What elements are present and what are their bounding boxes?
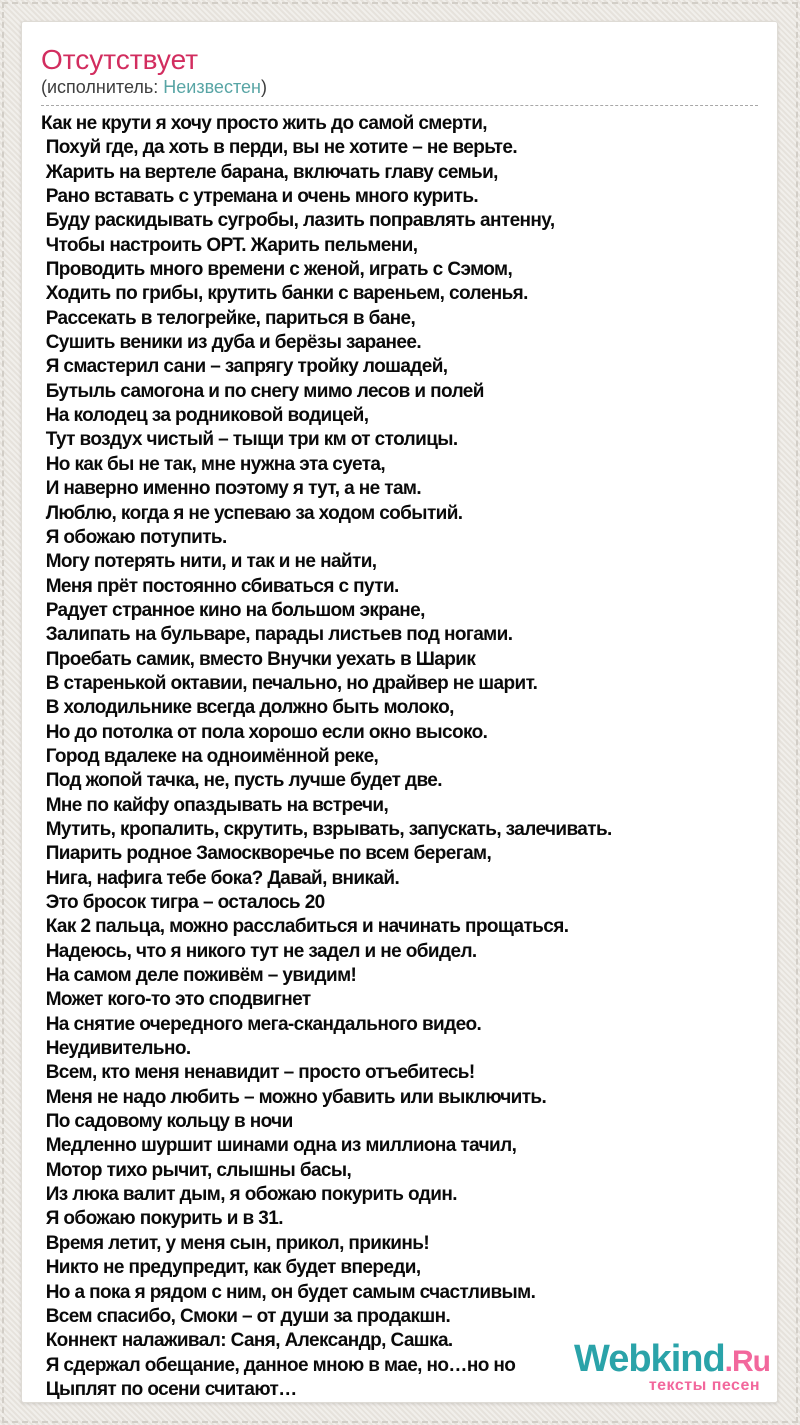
lyric-line: Неудивительно. <box>41 1038 191 1060</box>
lyric-line: Могу потерять нити, и так и не найти, <box>41 551 377 573</box>
lyric-line: Сушить веники из дуба и берёзы заранее. <box>41 332 422 354</box>
lyric-line: Всем спасибо, Смоки – от души за продакшн. <box>41 1305 451 1327</box>
lyric-line: На колодец за родниковой водицей, <box>41 405 369 427</box>
lyric-line: Ходить по грибы, крутить банки с вареньем, соленья. <box>41 283 528 305</box>
lyric-line: Я обожаю потупить. <box>41 526 227 548</box>
lyric-line: По садовому кольцу в ночи <box>41 1111 293 1133</box>
lyric-line: Рассекать в телогрейке, париться в бане, <box>41 307 416 329</box>
lyric-line: Чтобы настроить ОРТ. Жарить пельмени, <box>41 234 418 256</box>
lyric-line: Радует странное кино на большом экране, <box>41 599 425 621</box>
content-card <box>21 21 778 1403</box>
lyric-line: Рано вставать с утремана и очень много курить. <box>41 186 479 208</box>
lyric-line: Как не крути я хочу просто жить до самой смерти, <box>41 113 487 134</box>
performer-link[interactable]: Неизвестен <box>163 77 261 97</box>
performer-prefix: (исполнитель: <box>41 77 164 97</box>
lyric-line: Бутыль самогона и по снегу мимо лесов и полей <box>41 380 484 402</box>
lyric-line: Как 2 пальца, можно расслабиться и начинать прощаться. <box>41 916 569 938</box>
performer-line <box>41 77 758 106</box>
lyric-line: И наверно именно поэтому я тут, а не там. <box>41 478 422 500</box>
lyric-line: Никто не предупредит, как будет впереди, <box>41 1257 421 1279</box>
lyric-line: Проебать самик, вместо Внучки уехать в Шарик <box>41 648 476 670</box>
logo-tagline: тексты песен <box>648 1377 760 1394</box>
lyric-line: Пиарить родное Замоскворечье по всем берегам, <box>41 843 492 865</box>
lyric-line: На самом деле поживём – увидим! <box>41 965 357 987</box>
lyric-line: Цыплят по осени считают… <box>41 1378 297 1400</box>
lyric-line: Тут воздух чистый – тыщи три км от столицы. <box>41 429 458 451</box>
lyric-line: Надеюсь, что я никого тут не задел и не обидел. <box>41 940 477 962</box>
lyric-line: Мне по кайфу опаздывать на встречи, <box>41 794 389 816</box>
logo-brand-teal: Webkind <box>574 1338 725 1380</box>
webkind-logo[interactable] <box>574 1340 770 1394</box>
lyric-line: Жарить на вертеле барана, включать главу семьи, <box>41 161 498 183</box>
lyric-line: Но как бы не так, мне нужна эта суета, <box>41 453 386 475</box>
lyric-line: Я смастерил сани – запрягу тройку лошадей, <box>41 356 448 378</box>
lyric-line: Может кого-то это сподвигнет <box>41 989 311 1011</box>
logo-brand-pink: .Ru <box>724 1345 770 1378</box>
lyric-line: На снятие очередного мега-скандального видео. <box>41 1013 482 1035</box>
lyric-line: Меня прёт постоянно сбиваться с пути. <box>41 575 399 597</box>
lyric-line: Но а пока я рядом с ним, он будет самым счастливым. <box>41 1281 536 1303</box>
lyric-line: Это бросок тигра – осталось 20 <box>41 892 325 913</box>
lyric-line: Буду раскидывать сугробы, лазить поправлять антенну, <box>41 210 555 232</box>
lyric-line: Я обожаю покурить и в 31. <box>41 1208 283 1230</box>
lyric-line: Мотор тихо рычит, слышны басы, <box>41 1159 352 1181</box>
lyric-line: Проводить много времени с женой, играть с Сэмом, <box>41 259 513 281</box>
lyric-line: Меня не надо любить – можно убавить или выключить. <box>41 1086 547 1108</box>
page-title: Отсутствует <box>41 44 199 75</box>
lyric-line: Люблю, когда я не успеваю за ходом событий. <box>41 502 463 524</box>
lyric-line: Из люка валит дым, я обожаю покурить один. <box>41 1184 457 1206</box>
lyric-line: В старенькой октавии, печально, но драйвер не шарит. <box>41 672 538 694</box>
lyric-line: Залипать на бульваре, парады листьев под ногами. <box>41 624 513 646</box>
lyric-line: Коннект налаживал: Саня, Александр, Сашка. <box>41 1330 453 1352</box>
lyric-line: Под жопой тачка, не, пусть лучше будет две. <box>41 770 442 792</box>
lyric-line: Город вдалеке на одноимённой реке, <box>41 745 379 767</box>
webkind-logo-wordmark <box>574 1340 770 1378</box>
lyrics-text <box>41 112 758 1402</box>
performer-suffix: ) <box>260 77 267 97</box>
lyric-line: Я сдержал обещание, данное мною в мае, но…но но <box>41 1354 516 1376</box>
lyric-line: В холодильнике всегда должно быть молоко, <box>41 697 454 719</box>
lyric-line: Нига, нафига тебе бока? Давай, вникай. <box>41 867 400 889</box>
lyric-line: Похуй где, да хоть в перди, вы не хотите – не верьте. <box>41 137 518 159</box>
lyric-line: Но до потолка от пола хорошо если окно высоко. <box>41 721 488 743</box>
lyric-line: Время летит, у меня сын, прикол, прикинь! <box>41 1232 430 1254</box>
lyric-line: Медленно шуршит шинами одна из миллиона тачил, <box>41 1135 517 1157</box>
lyric-line: Мутить, кропалить, скрутить, взрывать, запускать, залечивать. <box>41 818 612 840</box>
lyric-line: Всем, кто меня ненавидит – просто отъебитесь! <box>41 1062 475 1084</box>
